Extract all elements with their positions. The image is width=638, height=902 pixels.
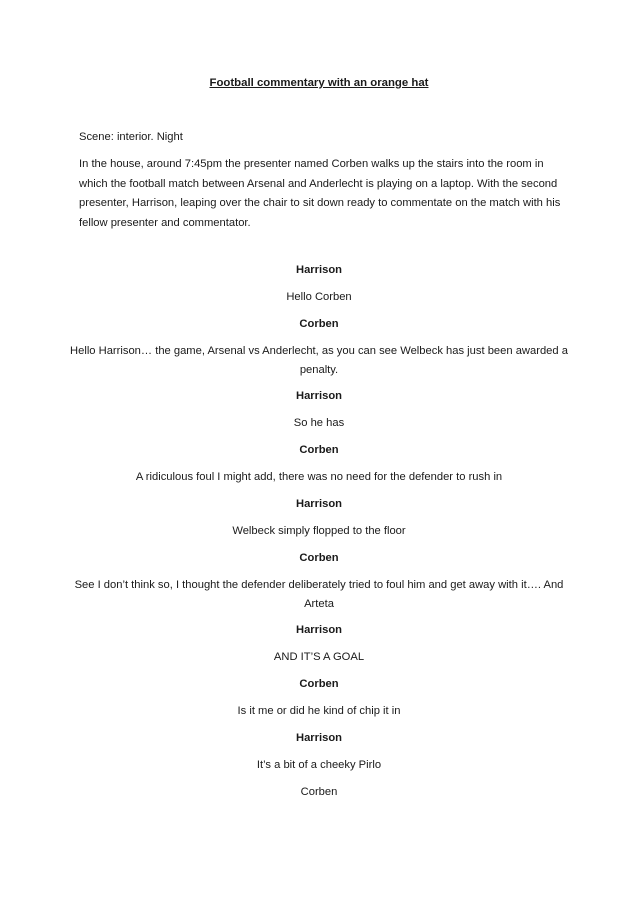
dialogue-line: AND IT’S A GOAL (273, 651, 365, 663)
speaker-name: Harrison (295, 498, 342, 510)
speaker-name: Corben (299, 552, 339, 564)
dialogue-line: Corben (300, 786, 338, 798)
speaker-name: Harrison (295, 624, 342, 636)
speaker-name: Harrison (295, 390, 342, 402)
dialogue-line: Is it me or did he kind of chip it in (237, 705, 401, 717)
dialogue-line: It’s a bit of a cheeky Pirlo (256, 759, 382, 771)
scene-heading: Scene: interior. Night (79, 131, 183, 143)
dialogue-line: See I don’t think so, I thought the defender deliberately tried to foul him and get away with it…. And Arteta (74, 579, 564, 610)
dialogue-line: A ridiculous foul I might add, there was no need for the defender to rush in (135, 471, 503, 483)
document-title: Football commentary with an orange hat (209, 77, 429, 89)
dialogue-line: So he has (293, 417, 345, 429)
dialogue-line: Hello Harrison… the game, Arsenal vs Anderlecht, as you can see Welbeck has just been awarded a penalty. (70, 345, 568, 376)
scene-description: In the house, around 7:45pm the presenter named Corben walks up the stairs into the room in which the football match between Arsenal and Anderlecht is playing on a laptop. With the second presenter, Harrison, leaping over the chair to sit down ready to commentate on the match with his fellow presenter and commentator. (79, 158, 561, 229)
speaker-name: Harrison (295, 264, 342, 276)
dialogue-line: Hello Corben (286, 291, 352, 303)
speaker-name: Harrison (295, 732, 342, 744)
dialogue-line: Welbeck simply flopped to the floor (232, 525, 406, 537)
speaker-name: Corben (299, 318, 339, 330)
speaker-name: Corben (299, 444, 339, 456)
speaker-name: Corben (299, 678, 339, 690)
